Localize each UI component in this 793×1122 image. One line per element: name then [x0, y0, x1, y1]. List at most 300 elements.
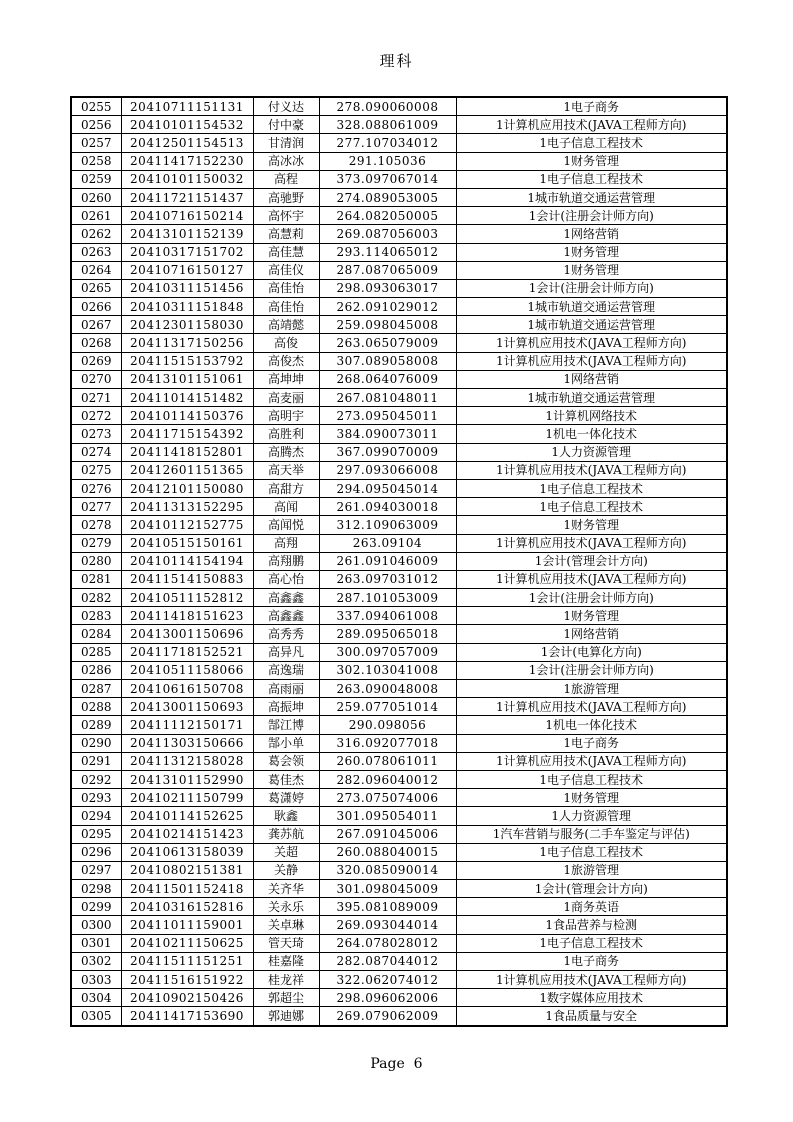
cell-exam-number: 20411516151922	[121, 971, 253, 989]
cell-seq-number: 0290	[71, 734, 121, 752]
cell-name: 关超	[253, 843, 319, 861]
cell-seq-number: 0279	[71, 534, 121, 552]
table-row	[71, 389, 727, 407]
cell-name: 高胜利	[253, 425, 319, 443]
cell-name: 桂龙祥	[253, 971, 319, 989]
cell-major: 1人力资源管理	[456, 807, 727, 825]
cell-exam-number: 20410311151456	[121, 279, 253, 297]
cell-score: 282.087044012	[319, 952, 456, 970]
cell-seq-number: 0285	[71, 643, 121, 661]
cell-major: 1食品质量与安全	[456, 1007, 727, 1026]
cell-seq-number: 0256	[71, 116, 121, 134]
cell-exam-number: 20411418152801	[121, 443, 253, 461]
cell-name: 高驰野	[253, 188, 319, 206]
cell-exam-number: 20413101152990	[121, 770, 253, 788]
cell-major: 1会计(管理会计方向)	[456, 880, 727, 898]
table-row	[71, 934, 727, 952]
cell-name: 高怀宇	[253, 207, 319, 225]
cell-score: 264.078028012	[319, 934, 456, 952]
cell-score: 269.093044014	[319, 916, 456, 934]
cell-score: 307.089058008	[319, 352, 456, 370]
table-row	[71, 370, 727, 388]
cell-exam-number: 20412301158030	[121, 316, 253, 334]
results-table	[70, 96, 728, 1027]
cell-name: 高靖懿	[253, 316, 319, 334]
cell-name: 关永乐	[253, 898, 319, 916]
cell-seq-number: 0286	[71, 661, 121, 679]
cell-score: 302.103041008	[319, 661, 456, 679]
cell-major: 1计算机应用技术(JAVA工程师方向)	[456, 570, 727, 588]
cell-score: 298.093063017	[319, 279, 456, 297]
cell-seq-number: 0301	[71, 934, 121, 952]
cell-exam-number: 20411303150666	[121, 734, 253, 752]
cell-seq-number: 0262	[71, 225, 121, 243]
cell-major: 1会计(电算化方向)	[456, 643, 727, 661]
table-row	[71, 188, 727, 206]
table-row	[71, 607, 727, 625]
table-row	[71, 825, 727, 843]
cell-major: 1电子信息工程技术	[456, 134, 727, 152]
table-row	[71, 1007, 727, 1026]
cell-name: 高翔鹏	[253, 552, 319, 570]
table-row	[71, 534, 727, 552]
cell-seq-number: 0271	[71, 389, 121, 407]
cell-exam-number: 20410802151381	[121, 861, 253, 879]
cell-seq-number: 0268	[71, 334, 121, 352]
cell-exam-number: 20412501154513	[121, 134, 253, 152]
cell-name: 高程	[253, 170, 319, 188]
cell-seq-number: 0292	[71, 770, 121, 788]
cell-seq-number: 0291	[71, 752, 121, 770]
cell-major: 1电子信息工程技术	[456, 170, 727, 188]
cell-score: 337.094061008	[319, 607, 456, 625]
cell-seq-number: 0288	[71, 698, 121, 716]
cell-exam-number: 20410316152816	[121, 898, 253, 916]
cell-score: 320.085090014	[319, 861, 456, 879]
table-row	[71, 479, 727, 497]
table-row	[71, 334, 727, 352]
cell-score: 384.090073011	[319, 425, 456, 443]
cell-name: 耿鑫	[253, 807, 319, 825]
cell-score: 301.095054011	[319, 807, 456, 825]
cell-seq-number: 0276	[71, 479, 121, 497]
cell-exam-number: 20410114154194	[121, 552, 253, 570]
cell-major: 1数字媒体应用技术	[456, 989, 727, 1007]
cell-exam-number: 20411514150883	[121, 570, 253, 588]
cell-exam-number: 20413001150696	[121, 625, 253, 643]
cell-major: 1商务英语	[456, 898, 727, 916]
cell-score: 277.107034012	[319, 134, 456, 152]
table-row	[71, 261, 727, 279]
cell-seq-number: 0278	[71, 516, 121, 534]
cell-major: 1会计(管理会计方向)	[456, 552, 727, 570]
cell-name: 高心怡	[253, 570, 319, 588]
cell-exam-number: 20411511151251	[121, 952, 253, 970]
cell-score: 263.090048008	[319, 680, 456, 698]
cell-major: 1会计(注册会计师方向)	[456, 207, 727, 225]
cell-score: 264.082050005	[319, 207, 456, 225]
cell-exam-number: 20411014151482	[121, 389, 253, 407]
results-table-body	[71, 97, 727, 1026]
cell-major: 1城市轨道交通运营管理	[456, 188, 727, 206]
cell-score: 269.087056003	[319, 225, 456, 243]
table-row	[71, 752, 727, 770]
table-row	[71, 225, 727, 243]
cell-score: 259.098045008	[319, 316, 456, 334]
cell-seq-number: 0266	[71, 298, 121, 316]
cell-score: 293.114065012	[319, 243, 456, 261]
cell-exam-number: 20410101150032	[121, 170, 253, 188]
table-row	[71, 352, 727, 370]
cell-major: 1旅游管理	[456, 861, 727, 879]
cell-exam-number: 20413101151061	[121, 370, 253, 388]
cell-score: 297.093066008	[319, 461, 456, 479]
cell-exam-number: 20410311151848	[121, 298, 253, 316]
table-row	[71, 316, 727, 334]
cell-score: 260.078061011	[319, 752, 456, 770]
cell-name: 高闻	[253, 498, 319, 516]
cell-name: 高闻悦	[253, 516, 319, 534]
cell-name: 高坤坤	[253, 370, 319, 388]
cell-exam-number: 20411718152521	[121, 643, 253, 661]
cell-score: 367.099070009	[319, 443, 456, 461]
cell-seq-number: 0304	[71, 989, 121, 1007]
cell-seq-number: 0255	[71, 97, 121, 116]
cell-major: 1网络营销	[456, 625, 727, 643]
cell-exam-number: 20410101154532	[121, 116, 253, 134]
cell-seq-number: 0299	[71, 898, 121, 916]
cell-name: 郭超尘	[253, 989, 319, 1007]
cell-major: 1财务管理	[456, 789, 727, 807]
cell-name: 关静	[253, 861, 319, 879]
cell-score: 287.101053009	[319, 589, 456, 607]
cell-score: 328.088061009	[319, 116, 456, 134]
cell-seq-number: 0300	[71, 916, 121, 934]
table-row	[71, 661, 727, 679]
cell-name: 高明宇	[253, 407, 319, 425]
cell-major: 1计算机应用技术(JAVA工程师方向)	[456, 698, 727, 716]
table-row	[71, 952, 727, 970]
cell-exam-number: 20410711151131	[121, 97, 253, 116]
cell-name: 高俊	[253, 334, 319, 352]
cell-seq-number: 0298	[71, 880, 121, 898]
cell-major: 1电子信息工程技术	[456, 843, 727, 861]
cell-score: 273.095045011	[319, 407, 456, 425]
table-row	[71, 97, 727, 116]
cell-seq-number: 0274	[71, 443, 121, 461]
cell-major: 1电子商务	[456, 734, 727, 752]
table-row	[71, 625, 727, 643]
cell-score: 312.109063009	[319, 516, 456, 534]
table-row	[71, 498, 727, 516]
cell-exam-number: 20411417153690	[121, 1007, 253, 1026]
cell-name: 高慧莉	[253, 225, 319, 243]
table-row	[71, 243, 727, 261]
cell-major: 1会计(注册会计师方向)	[456, 279, 727, 297]
cell-exam-number: 20410515150161	[121, 534, 253, 552]
cell-seq-number: 0260	[71, 188, 121, 206]
table-row	[71, 516, 727, 534]
cell-score: 282.096040012	[319, 770, 456, 788]
cell-major: 1城市轨道交通运营管理	[456, 389, 727, 407]
cell-seq-number: 0297	[71, 861, 121, 879]
cell-major: 1财务管理	[456, 243, 727, 261]
cell-seq-number: 0289	[71, 716, 121, 734]
cell-major: 1电子信息工程技术	[456, 770, 727, 788]
cell-exam-number: 20410214151423	[121, 825, 253, 843]
cell-exam-number: 20411312158028	[121, 752, 253, 770]
cell-name: 郜江博	[253, 716, 319, 734]
cell-name: 甘清润	[253, 134, 319, 152]
cell-major: 1网络营销	[456, 370, 727, 388]
cell-name: 高雨丽	[253, 680, 319, 698]
cell-exam-number: 20410112152775	[121, 516, 253, 534]
table-row	[71, 116, 727, 134]
page-title: 理科	[379, 52, 414, 70]
cell-name: 桂嘉隆	[253, 952, 319, 970]
cell-score: 259.077051014	[319, 698, 456, 716]
cell-score: 287.087065009	[319, 261, 456, 279]
cell-name: 高佳慧	[253, 243, 319, 261]
cell-score: 274.089053005	[319, 188, 456, 206]
cell-name: 高翔	[253, 534, 319, 552]
cell-name: 付义达	[253, 97, 319, 116]
cell-score: 316.092077018	[319, 734, 456, 752]
cell-seq-number: 0257	[71, 134, 121, 152]
table-row	[71, 298, 727, 316]
cell-major: 1计算机网络技术	[456, 407, 727, 425]
table-row	[71, 589, 727, 607]
table-row	[71, 461, 727, 479]
cell-seq-number: 0280	[71, 552, 121, 570]
cell-exam-number: 20411515153792	[121, 352, 253, 370]
cell-name: 关齐华	[253, 880, 319, 898]
cell-exam-number: 20410114152625	[121, 807, 253, 825]
cell-exam-number: 20411112150171	[121, 716, 253, 734]
cell-major: 1财务管理	[456, 607, 727, 625]
table-row	[71, 734, 727, 752]
cell-major: 1城市轨道交通运营管理	[456, 298, 727, 316]
cell-exam-number: 20410114150376	[121, 407, 253, 425]
cell-seq-number: 0283	[71, 607, 121, 625]
cell-name: 关卓琳	[253, 916, 319, 934]
cell-name: 高秀秀	[253, 625, 319, 643]
cell-seq-number: 0261	[71, 207, 121, 225]
cell-score: 294.095045014	[319, 479, 456, 497]
cell-seq-number: 0263	[71, 243, 121, 261]
cell-major: 1计算机应用技术(JAVA工程师方向)	[456, 752, 727, 770]
cell-exam-number: 20412601151365	[121, 461, 253, 479]
cell-score: 267.081048011	[319, 389, 456, 407]
cell-seq-number: 0277	[71, 498, 121, 516]
cell-name: 付中豪	[253, 116, 319, 134]
cell-exam-number: 20411501152418	[121, 880, 253, 898]
cell-score: 298.096062006	[319, 989, 456, 1007]
cell-name: 高异凡	[253, 643, 319, 661]
table-row	[71, 880, 727, 898]
cell-score: 290.098056	[319, 716, 456, 734]
cell-exam-number: 20410211150799	[121, 789, 253, 807]
table-row	[71, 643, 727, 661]
cell-major: 1计算机应用技术(JAVA工程师方向)	[456, 116, 727, 134]
cell-exam-number: 20412101150080	[121, 479, 253, 497]
cell-name: 葛佳杰	[253, 770, 319, 788]
cell-major: 1计算机应用技术(JAVA工程师方向)	[456, 461, 727, 479]
cell-score: 260.088040015	[319, 843, 456, 861]
cell-exam-number: 20410317151702	[121, 243, 253, 261]
cell-major: 1电子商务	[456, 952, 727, 970]
cell-name: 高冰冰	[253, 152, 319, 170]
cell-major: 1旅游管理	[456, 680, 727, 698]
table-row	[71, 807, 727, 825]
cell-score: 268.064076009	[319, 370, 456, 388]
cell-name: 管天琦	[253, 934, 319, 952]
cell-seq-number: 0270	[71, 370, 121, 388]
table-row	[71, 916, 727, 934]
cell-major: 1机电一体化技术	[456, 716, 727, 734]
cell-name: 葛会领	[253, 752, 319, 770]
table-row	[71, 552, 727, 570]
cell-exam-number: 20411721151437	[121, 188, 253, 206]
table-row	[71, 770, 727, 788]
cell-seq-number: 0272	[71, 407, 121, 425]
cell-exam-number: 20410613158039	[121, 843, 253, 861]
cell-exam-number: 20411011159001	[121, 916, 253, 934]
cell-seq-number: 0281	[71, 570, 121, 588]
table-row	[71, 570, 727, 588]
cell-major: 1会计(注册会计师方向)	[456, 589, 727, 607]
cell-name: 高甜方	[253, 479, 319, 497]
cell-score: 263.065079009	[319, 334, 456, 352]
table-row	[71, 716, 727, 734]
table-row	[71, 971, 727, 989]
table-row	[71, 443, 727, 461]
cell-seq-number: 0305	[71, 1007, 121, 1026]
cell-exam-number: 20410902150426	[121, 989, 253, 1007]
cell-score: 278.090060008	[319, 97, 456, 116]
table-row	[71, 425, 727, 443]
cell-score: 273.075074006	[319, 789, 456, 807]
cell-score: 263.09104	[319, 534, 456, 552]
cell-seq-number: 0259	[71, 170, 121, 188]
cell-name: 葛潇婷	[253, 789, 319, 807]
table-row	[71, 680, 727, 698]
cell-score: 289.095065018	[319, 625, 456, 643]
cell-seq-number: 0296	[71, 843, 121, 861]
cell-exam-number: 20411313152295	[121, 498, 253, 516]
cell-exam-number: 20413001150693	[121, 698, 253, 716]
cell-major: 1计算机应用技术(JAVA工程师方向)	[456, 352, 727, 370]
table-row	[71, 407, 727, 425]
cell-score: 267.091045006	[319, 825, 456, 843]
cell-seq-number: 0273	[71, 425, 121, 443]
cell-score: 261.094030018	[319, 498, 456, 516]
cell-major: 1财务管理	[456, 152, 727, 170]
table-row	[71, 843, 727, 861]
cell-seq-number: 0294	[71, 807, 121, 825]
cell-score: 300.097057009	[319, 643, 456, 661]
cell-score: 291.105036	[319, 152, 456, 170]
cell-exam-number: 20410211150625	[121, 934, 253, 952]
cell-major: 1电子信息工程技术	[456, 934, 727, 952]
cell-name: 高天举	[253, 461, 319, 479]
table-row	[71, 861, 727, 879]
cell-seq-number: 0287	[71, 680, 121, 698]
cell-exam-number: 20410616150708	[121, 680, 253, 698]
cell-name: 龚苏航	[253, 825, 319, 843]
cell-score: 322.062074012	[319, 971, 456, 989]
table-row	[71, 789, 727, 807]
cell-exam-number: 20411418151623	[121, 607, 253, 625]
cell-score: 301.098045009	[319, 880, 456, 898]
cell-name: 高腾杰	[253, 443, 319, 461]
cell-seq-number: 0264	[71, 261, 121, 279]
cell-major: 1电子信息工程技术	[456, 479, 727, 497]
cell-name: 郜小单	[253, 734, 319, 752]
cell-seq-number: 0302	[71, 952, 121, 970]
table-row	[71, 134, 727, 152]
table-row	[71, 152, 727, 170]
table-row	[71, 207, 727, 225]
cell-major: 1网络营销	[456, 225, 727, 243]
table-row	[71, 279, 727, 297]
cell-name: 郭迪娜	[253, 1007, 319, 1026]
cell-seq-number: 0284	[71, 625, 121, 643]
cell-seq-number: 0265	[71, 279, 121, 297]
cell-name: 高佳仪	[253, 261, 319, 279]
page-number: Page 6	[370, 1056, 423, 1072]
cell-major: 1计算机应用技术(JAVA工程师方向)	[456, 971, 727, 989]
cell-major: 1计算机应用技术(JAVA工程师方向)	[456, 334, 727, 352]
table-row	[71, 698, 727, 716]
cell-name: 高鑫鑫	[253, 589, 319, 607]
cell-name: 高佳怡	[253, 298, 319, 316]
cell-name: 高逸瑞	[253, 661, 319, 679]
cell-seq-number: 0293	[71, 789, 121, 807]
cell-name: 高俊杰	[253, 352, 319, 370]
cell-exam-number: 20413101152139	[121, 225, 253, 243]
cell-major: 1汽车营销与服务(二手车鉴定与评估)	[456, 825, 727, 843]
cell-score: 262.091029012	[319, 298, 456, 316]
cell-major: 1食品营养与检测	[456, 916, 727, 934]
cell-name: 高振坤	[253, 698, 319, 716]
table-row	[71, 989, 727, 1007]
cell-major: 1机电一体化技术	[456, 425, 727, 443]
table-row	[71, 170, 727, 188]
cell-exam-number: 20411417152230	[121, 152, 253, 170]
cell-exam-number: 20411317150256	[121, 334, 253, 352]
cell-name: 高鑫鑫	[253, 607, 319, 625]
cell-major: 1人力资源管理	[456, 443, 727, 461]
cell-seq-number: 0267	[71, 316, 121, 334]
table-row	[71, 898, 727, 916]
cell-exam-number: 20411715154392	[121, 425, 253, 443]
cell-exam-number: 20410716150127	[121, 261, 253, 279]
cell-seq-number: 0275	[71, 461, 121, 479]
cell-seq-number: 0303	[71, 971, 121, 989]
cell-score: 373.097067014	[319, 170, 456, 188]
cell-name: 高佳怡	[253, 279, 319, 297]
cell-exam-number: 20410716150214	[121, 207, 253, 225]
cell-seq-number: 0282	[71, 589, 121, 607]
cell-score: 261.091046009	[319, 552, 456, 570]
cell-score: 395.081089009	[319, 898, 456, 916]
cell-major: 1会计(注册会计师方向)	[456, 661, 727, 679]
cell-exam-number: 20410511152812	[121, 589, 253, 607]
cell-exam-number: 20410511158066	[121, 661, 253, 679]
cell-score: 269.079062009	[319, 1007, 456, 1026]
cell-major: 1电子信息工程技术	[456, 498, 727, 516]
